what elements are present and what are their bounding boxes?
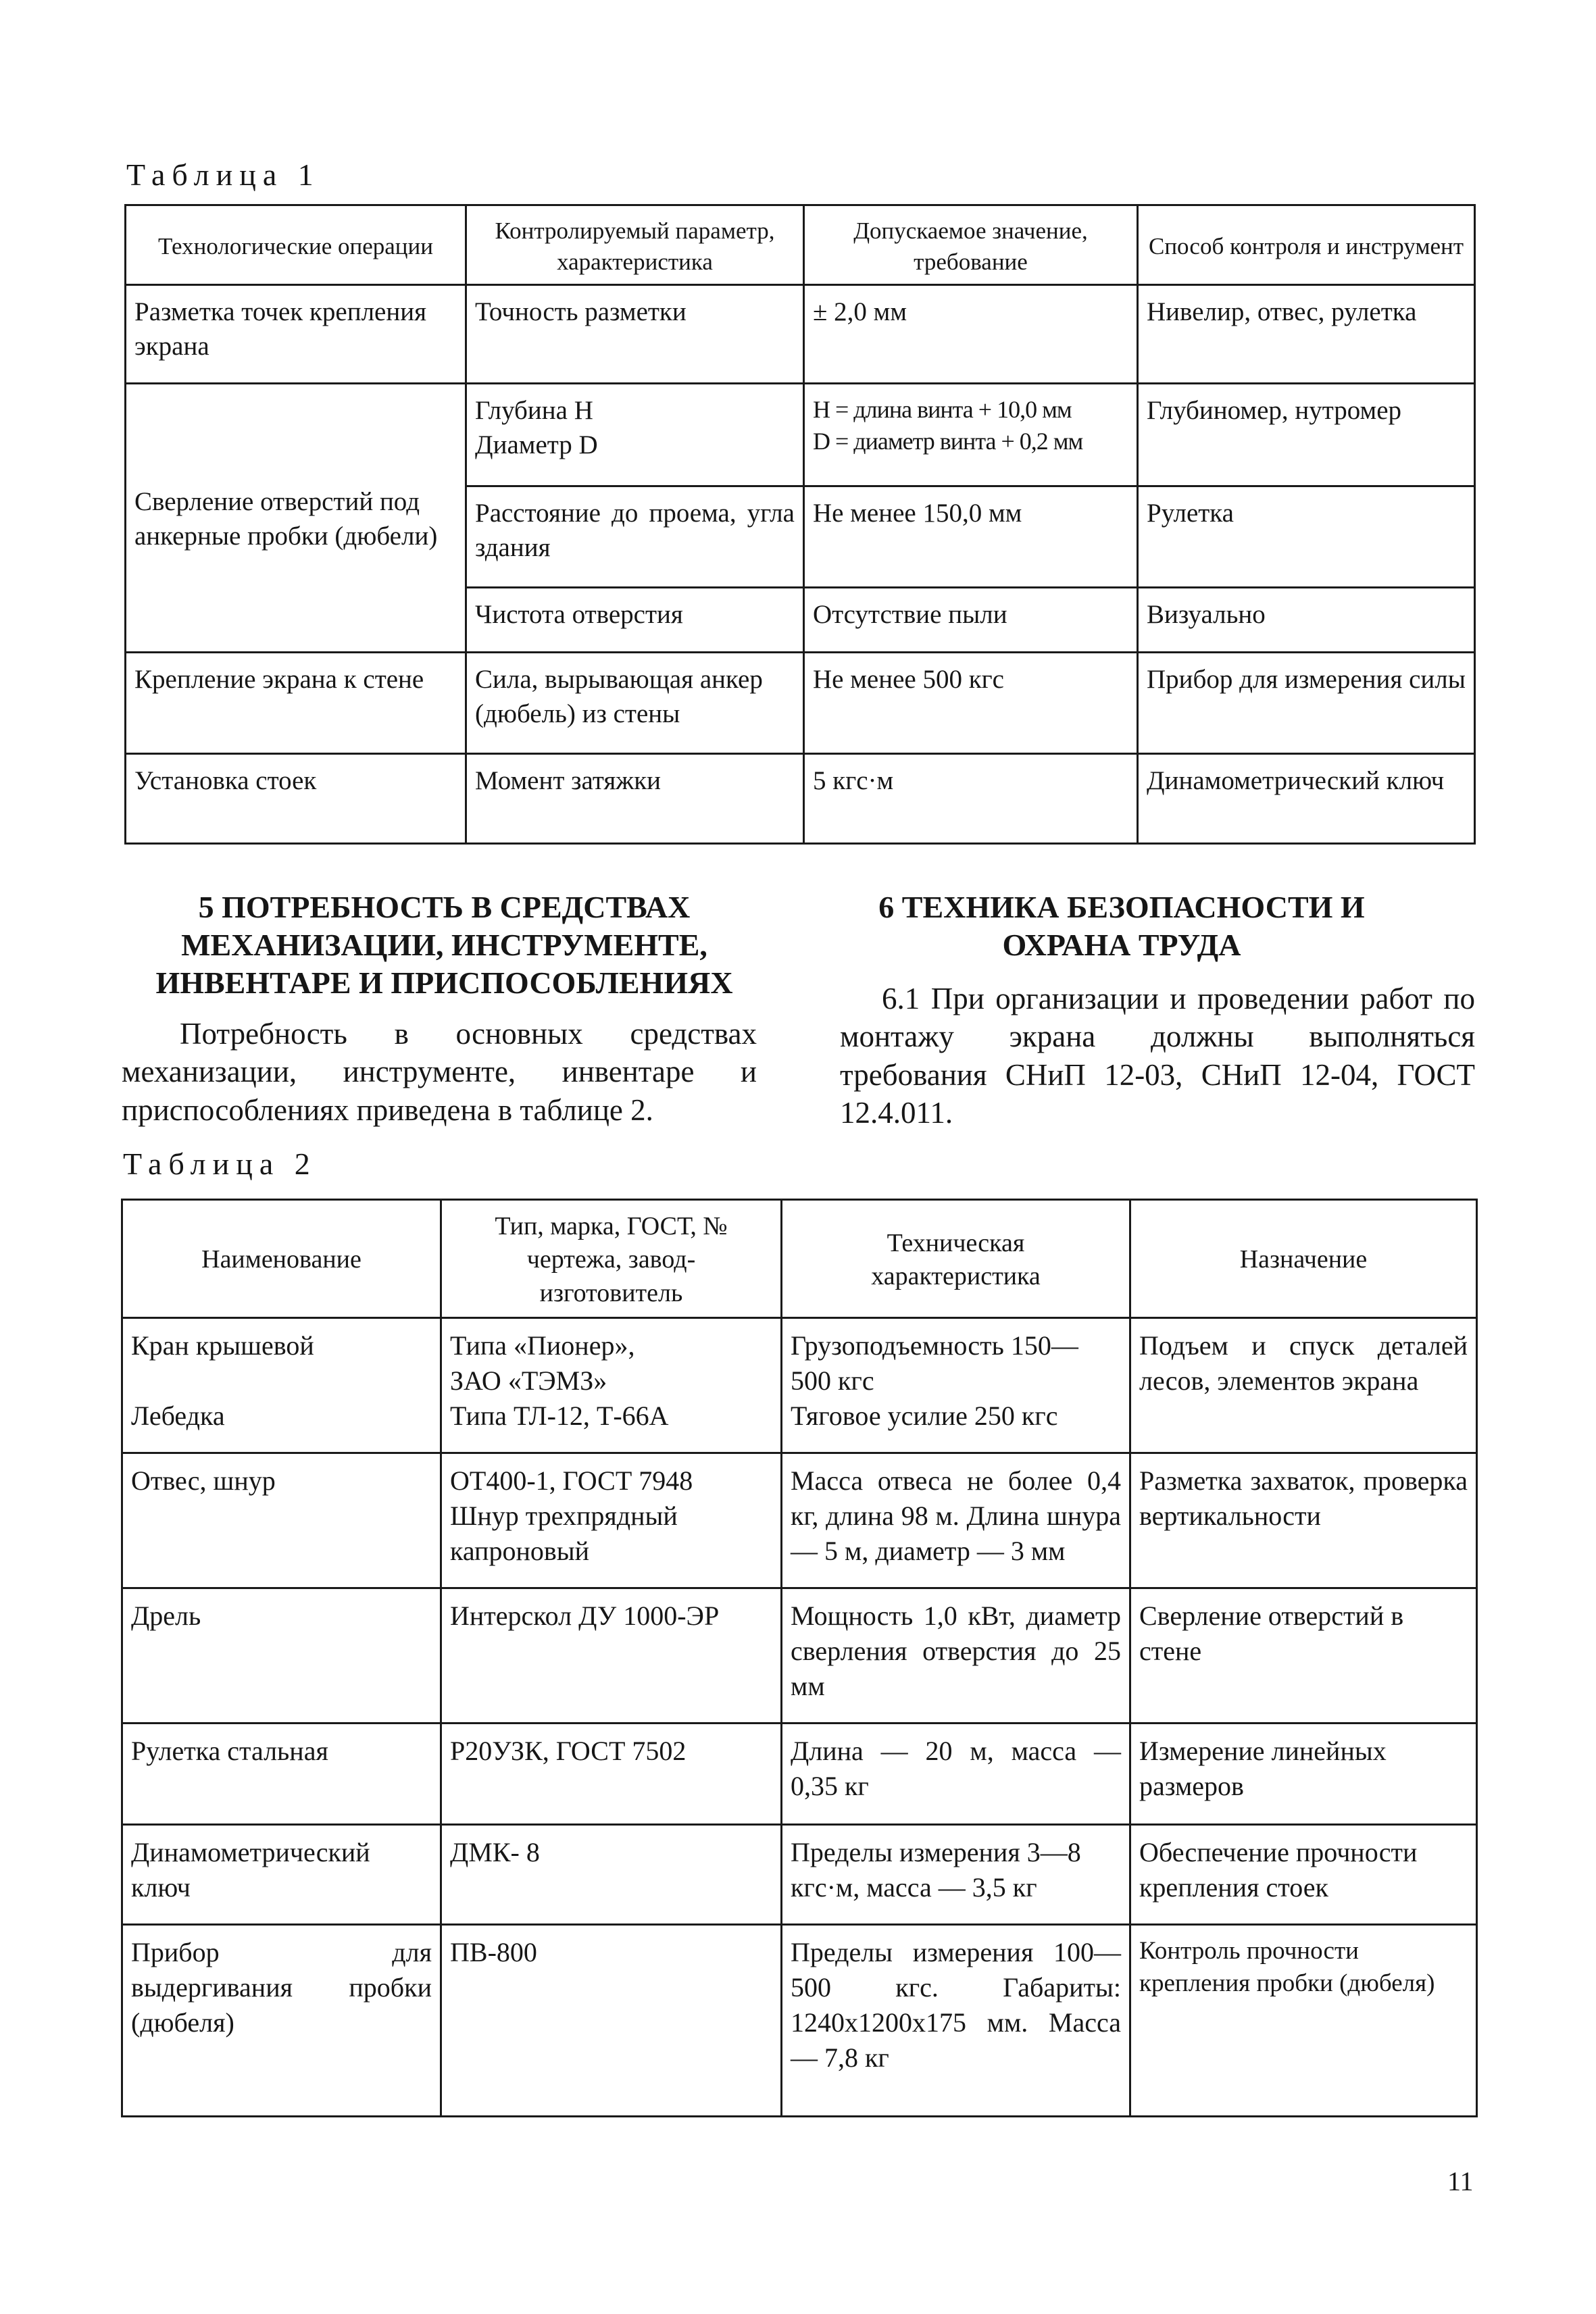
section6-paragraph: 6.1 При организации и проведении работ по монтажу экрана должны выполняться требования СНиП 12-03, СНиП 12-04, ГОСТ 12.4.011. (840, 982, 1475, 1130)
table1-header-control-method: Способ контроля и инструмент (1138, 205, 1475, 285)
table1-cell-operation: Крепление экрана к стене (126, 653, 466, 754)
table2-cell-spec: Мощность 1,0 кВт, диаметр сверления отверстия до 25 мм (782, 1588, 1130, 1724)
table2-header-row (122, 1200, 1477, 1318)
type-roof-crane: Типа «Пионер», ЗАО «ТЭМЗ» (450, 1330, 635, 1397)
table-row (122, 1925, 1477, 2117)
table2-cell-name (122, 1318, 441, 1453)
table2-cell-name: Динамометрический ключ (122, 1825, 441, 1925)
table1-cell-operation: Сверление отверстий под анкерные пробки (дюбели) (126, 384, 466, 653)
table1-cell-tool: Глубиномер, нутромер (1138, 384, 1475, 486)
table2-cell-spec (782, 1318, 1130, 1453)
table1-header-row (126, 205, 1475, 285)
table2-cell-purpose: Обеспечение прочности крепления стоек (1130, 1825, 1477, 1925)
table2-cell-spec: Масса отвеса не более 0,4 кг, длина 98 м. Длина шнура — 5 м, диаметр — 3 мм (782, 1453, 1130, 1588)
table2-cell-name: Дрель (122, 1588, 441, 1724)
spec-winch: Тяговое усилие 250 кгс (791, 1401, 1058, 1432)
table2-cell-type: ПВ-800 (441, 1925, 782, 2117)
table-row (122, 1318, 1477, 1453)
table1-header-operations: Технологические операции (126, 205, 466, 285)
table2-cell-purpose: Подъем и спуск деталей лесов, элементов экрана (1130, 1318, 1477, 1453)
table-row (126, 653, 1475, 754)
table-row (126, 285, 1475, 384)
table1-cell-value (804, 384, 1138, 486)
table-row (122, 1724, 1477, 1825)
spec-roof-crane: Грузоподъемность 150—500 кгс (791, 1330, 1078, 1397)
value-depth: H = длина винта + 10,0 мм (813, 396, 1072, 423)
table2-cell-spec: Пределы измерения 3—8 кгс·м, масса — 3,5 кг (782, 1825, 1130, 1925)
table2-caption: Таблица 2 (123, 1147, 317, 1181)
table1-cell-tool: Прибор для измерения силы (1138, 653, 1475, 754)
table2-cell-purpose: Разметка захваток, проверка вертикальности (1130, 1453, 1477, 1588)
section5-heading: 5 ПОТРЕБНОСТЬ В СРЕДСТВАХ МЕХАНИЗАЦИИ, ИНСТРУМЕНТЕ, ИНВЕНТАРЕ И ПРИСПОСОБЛЕНИЯХ (155, 890, 733, 1001)
table1-cell-tool: Нивелир, отвес, рулетка (1138, 285, 1475, 384)
page-number: 11 (1447, 2166, 1474, 2196)
param-diameter: Диаметр D (475, 430, 598, 459)
table2-cell-name: Рулетка стальная (122, 1724, 441, 1825)
table1-header-parameter: Контролируемый параметр, характеристика (466, 205, 804, 285)
table2-cell-name: Прибор для выдергивания пробки (дюбеля) (122, 1925, 441, 2117)
table-row (122, 1588, 1477, 1724)
table2-cell-type (441, 1318, 782, 1453)
spacer (131, 1363, 432, 1399)
table1-cell-value: Не менее 500 кгс (804, 653, 1138, 754)
table2-cell-type: ОТ400-1, ГОСТ 7948 Шнур трехпрядный капроновый (441, 1453, 782, 1588)
table-row (126, 384, 1475, 486)
name-roof-crane: Кран крышевой (131, 1330, 314, 1361)
table1-cell-value: ± 2,0 мм (804, 285, 1138, 384)
table1-header-allowed-value: Допускаемое значение, требование (804, 205, 1138, 285)
table1-cell-parameter: Момент затяжки (466, 754, 804, 844)
table-row (122, 1825, 1477, 1925)
table2-header-spec: Техническая характеристика (782, 1200, 1130, 1318)
table1-cell-parameter: Точность разметки (466, 285, 804, 384)
table2-header-type: Тип, марка, ГОСТ, № чертежа, завод-изготовитель (441, 1200, 782, 1318)
table2-header-purpose: Назначение (1130, 1200, 1477, 1318)
table1-cell-operation: Установка стоек (126, 754, 466, 844)
table2-cell-purpose: Сверление отверстий в стене (1130, 1588, 1477, 1724)
table2-cell-type: ДМК- 8 (441, 1825, 782, 1925)
table1-cell-value: 5 кгс·м (804, 754, 1138, 844)
table1-cell-parameter (466, 384, 804, 486)
table-row (122, 1453, 1477, 1588)
section5-paragraph: Потребность в основных средствах механизации, инструменте, инвентаре и приспособлениях приведена в таблице 2. (122, 1017, 757, 1127)
table1-cell-parameter: Расстояние до проема, угла здания (466, 486, 804, 588)
table1-cell-tool: Рулетка (1138, 486, 1475, 588)
type-winch: Типа ТЛ-12, Т-66А (450, 1401, 669, 1432)
table1-cell-parameter: Сила, вырывающая анкер (дюбель) из стены (466, 653, 804, 754)
table2-header-name: Наименование (122, 1200, 441, 1318)
section6-heading: 6 ТЕХНИКА БЕЗОПАСНОСТИ И ОХРАНА ТРУДА (878, 890, 1365, 963)
table2-cell-spec: Пределы измерения 100—500 кгс. Габариты: 1240x1200x175 мм. Масса — 7,8 кг (782, 1925, 1130, 2117)
table2-cell-purpose: Измерение линейных размеров (1130, 1724, 1477, 1825)
table1 (124, 204, 1476, 845)
name-winch: Лебедка (131, 1401, 225, 1432)
table1-cell-operation: Разметка точек крепления экрана (126, 285, 466, 384)
table1-caption: Таблица 1 (126, 157, 320, 192)
table1-cell-value: Отсутствие пыли (804, 588, 1138, 653)
table2-cell-spec: Длина — 20 м, масса — 0,35 кг (782, 1724, 1130, 1825)
table1-cell-tool: Визуально (1138, 588, 1475, 653)
table2-cell-type: Р20УЗК, ГОСТ 7502 (441, 1724, 782, 1825)
table2-cell-name: Отвес, шнур (122, 1453, 441, 1588)
table1-cell-tool: Динамометрический ключ (1138, 754, 1475, 844)
table2 (121, 1199, 1478, 2117)
table2-cell-purpose: Контроль прочности крепления пробки (дюбеля) (1130, 1925, 1477, 2117)
table2-cell-type: Интерскол ДУ 1000-ЭР (441, 1588, 782, 1724)
table1-cell-parameter: Чистота отверстия (466, 588, 804, 653)
value-diameter: D = диаметр винта + 0,2 мм (813, 427, 1083, 455)
param-depth: Глубина H (475, 396, 593, 425)
table1-cell-value: Не менее 150,0 мм (804, 486, 1138, 588)
table-row (126, 754, 1475, 844)
